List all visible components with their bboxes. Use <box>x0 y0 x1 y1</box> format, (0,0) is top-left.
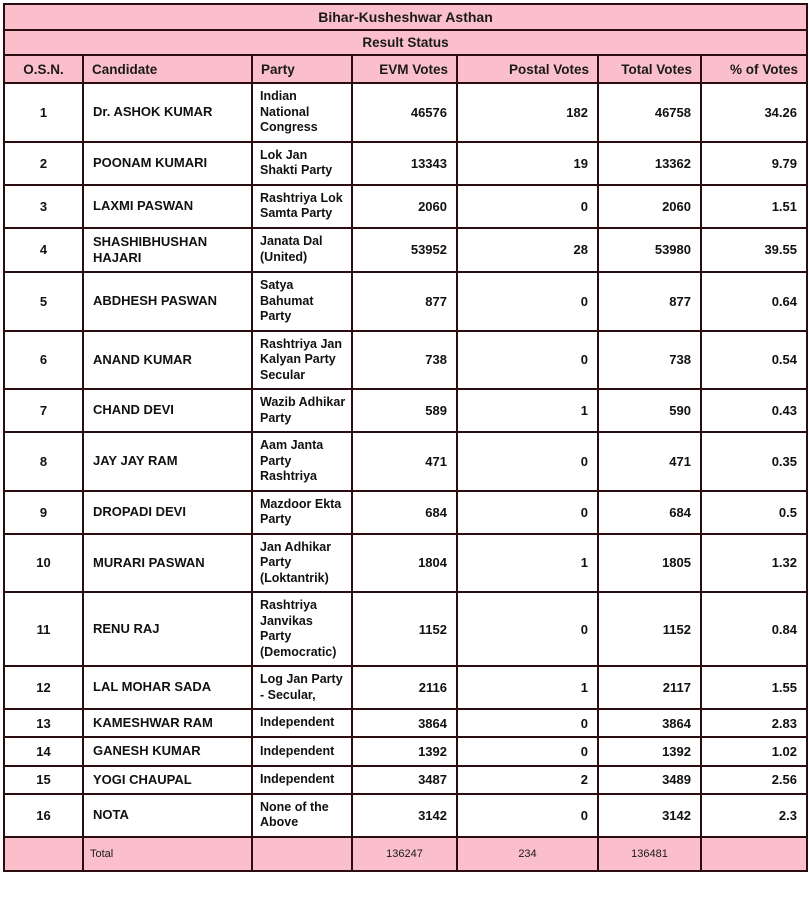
cell-evm-votes: 738 <box>352 331 457 390</box>
cell-postal-votes: 0 <box>457 491 598 534</box>
cell-evm-votes: 684 <box>352 491 457 534</box>
cell-osn: 10 <box>4 534 83 593</box>
cell-postal-votes: 182 <box>457 83 598 142</box>
cell-pct-votes: 34.26 <box>701 83 807 142</box>
cell-candidate: Dr. ASHOK KUMAR <box>83 83 252 142</box>
column-header-pct-votes: % of Votes <box>701 55 807 83</box>
cell-osn: 16 <box>4 794 83 837</box>
cell-postal-votes: 0 <box>457 185 598 228</box>
cell-candidate: MURARI PASWAN <box>83 534 252 593</box>
cell-evm-votes: 3487 <box>352 766 457 794</box>
cell-party: Independent <box>252 766 352 794</box>
cell-evm-votes: 1152 <box>352 592 457 666</box>
cell-total-votes: 1152 <box>598 592 701 666</box>
cell-osn: 5 <box>4 272 83 331</box>
constituency-title: Bihar-Kusheshwar Asthan <box>4 4 807 30</box>
cell-total-votes: 2060 <box>598 185 701 228</box>
table-row <box>4 592 807 666</box>
result-status-subtitle: Result Status <box>4 30 807 55</box>
cell-total-votes: 471 <box>598 432 701 491</box>
table-row <box>4 766 807 794</box>
cell-evm-votes: 2060 <box>352 185 457 228</box>
column-header-total-votes: Total Votes <box>598 55 701 83</box>
cell-evm-votes: 3864 <box>352 709 457 737</box>
cell-total-votes: 2117 <box>598 666 701 709</box>
cell-candidate: POONAM KUMARI <box>83 142 252 185</box>
cell-pct-votes: 2.56 <box>701 766 807 794</box>
total-row <box>4 837 807 871</box>
total-party-blank <box>252 837 352 871</box>
table-row <box>4 432 807 491</box>
cell-party: Rashtriya Lok Samta Party <box>252 185 352 228</box>
cell-pct-votes: 0.84 <box>701 592 807 666</box>
cell-party: Independent <box>252 737 352 765</box>
cell-party: Rashtriya Janvikas Party (Democratic) <box>252 592 352 666</box>
cell-postal-votes: 19 <box>457 142 598 185</box>
cell-candidate: LAL MOHAR SADA <box>83 666 252 709</box>
cell-evm-votes: 471 <box>352 432 457 491</box>
cell-party: Wazib Adhikar Party <box>252 389 352 432</box>
table-row <box>4 491 807 534</box>
cell-total-votes: 590 <box>598 389 701 432</box>
cell-osn: 1 <box>4 83 83 142</box>
cell-pct-votes: 2.3 <box>701 794 807 837</box>
election-result-table <box>3 3 808 872</box>
total-postal-votes: 234 <box>457 837 598 871</box>
cell-candidate: SHASHIBHUSHAN HAJARI <box>83 228 252 273</box>
total-total-votes: 136481 <box>598 837 701 871</box>
column-header-osn: O.S.N. <box>4 55 83 83</box>
cell-candidate: DROPADI DEVI <box>83 491 252 534</box>
cell-total-votes: 3864 <box>598 709 701 737</box>
cell-pct-votes: 0.43 <box>701 389 807 432</box>
table-row <box>4 142 807 185</box>
total-label: Total <box>83 837 252 871</box>
cell-postal-votes: 1 <box>457 389 598 432</box>
cell-evm-votes: 1804 <box>352 534 457 593</box>
cell-postal-votes: 0 <box>457 331 598 390</box>
cell-evm-votes: 53952 <box>352 228 457 273</box>
cell-evm-votes: 13343 <box>352 142 457 185</box>
cell-party: Mazdoor Ekta Party <box>252 491 352 534</box>
cell-pct-votes: 1.55 <box>701 666 807 709</box>
table-row <box>4 389 807 432</box>
cell-candidate: YOGI CHAUPAL <box>83 766 252 794</box>
cell-postal-votes: 0 <box>457 592 598 666</box>
table-row <box>4 83 807 142</box>
cell-party: Indian National Congress <box>252 83 352 142</box>
table-row <box>4 534 807 593</box>
cell-postal-votes: 2 <box>457 766 598 794</box>
table-row <box>4 272 807 331</box>
cell-postal-votes: 0 <box>457 794 598 837</box>
cell-pct-votes: 0.54 <box>701 331 807 390</box>
cell-candidate: KAMESHWAR RAM <box>83 709 252 737</box>
cell-osn: 7 <box>4 389 83 432</box>
cell-osn: 14 <box>4 737 83 765</box>
cell-candidate: RENU RAJ <box>83 592 252 666</box>
cell-total-votes: 1392 <box>598 737 701 765</box>
cell-evm-votes: 2116 <box>352 666 457 709</box>
cell-total-votes: 738 <box>598 331 701 390</box>
cell-postal-votes: 0 <box>457 432 598 491</box>
cell-party: Lok Jan Shakti Party <box>252 142 352 185</box>
cell-postal-votes: 0 <box>457 272 598 331</box>
cell-party: Independent <box>252 709 352 737</box>
cell-osn: 2 <box>4 142 83 185</box>
cell-osn: 9 <box>4 491 83 534</box>
cell-total-votes: 3489 <box>598 766 701 794</box>
cell-osn: 12 <box>4 666 83 709</box>
cell-total-votes: 53980 <box>598 228 701 273</box>
cell-candidate: GANESH KUMAR <box>83 737 252 765</box>
cell-osn: 4 <box>4 228 83 273</box>
cell-pct-votes: 1.51 <box>701 185 807 228</box>
cell-total-votes: 877 <box>598 272 701 331</box>
table-row <box>4 709 807 737</box>
total-evm-votes: 136247 <box>352 837 457 871</box>
cell-candidate: LAXMI PASWAN <box>83 185 252 228</box>
cell-pct-votes: 2.83 <box>701 709 807 737</box>
column-header-evm-votes: EVM Votes <box>352 55 457 83</box>
column-header-party: Party <box>252 55 352 83</box>
table-row <box>4 185 807 228</box>
cell-total-votes: 3142 <box>598 794 701 837</box>
cell-candidate: NOTA <box>83 794 252 837</box>
cell-osn: 6 <box>4 331 83 390</box>
table-row <box>4 331 807 390</box>
cell-party: Janata Dal (United) <box>252 228 352 273</box>
cell-total-votes: 13362 <box>598 142 701 185</box>
cell-total-votes: 684 <box>598 491 701 534</box>
cell-pct-votes: 0.64 <box>701 272 807 331</box>
cell-postal-votes: 1 <box>457 534 598 593</box>
table-row <box>4 228 807 273</box>
cell-party: Satya Bahumat Party <box>252 272 352 331</box>
cell-candidate: ANAND KUMAR <box>83 331 252 390</box>
column-header-postal-votes: Postal Votes <box>457 55 598 83</box>
column-header-candidate: Candidate <box>83 55 252 83</box>
cell-osn: 11 <box>4 592 83 666</box>
cell-party: None of the Above <box>252 794 352 837</box>
cell-candidate: CHAND DEVI <box>83 389 252 432</box>
table-row <box>4 737 807 765</box>
cell-osn: 3 <box>4 185 83 228</box>
cell-evm-votes: 46576 <box>352 83 457 142</box>
table-row <box>4 666 807 709</box>
cell-total-votes: 46758 <box>598 83 701 142</box>
total-osn-blank <box>4 837 83 871</box>
cell-pct-votes: 0.5 <box>701 491 807 534</box>
total-pct-blank <box>701 837 807 871</box>
constituency-banner-row <box>4 4 807 30</box>
cell-party: Aam Janta Party Rashtriya <box>252 432 352 491</box>
cell-candidate: ABDHESH PASWAN <box>83 272 252 331</box>
column-header-row <box>4 55 807 83</box>
cell-party: Rashtriya Jan Kalyan Party Secular <box>252 331 352 390</box>
cell-evm-votes: 877 <box>352 272 457 331</box>
cell-pct-votes: 39.55 <box>701 228 807 273</box>
cell-candidate: JAY JAY RAM <box>83 432 252 491</box>
cell-postal-votes: 0 <box>457 709 598 737</box>
table-body <box>4 4 807 871</box>
cell-pct-votes: 9.79 <box>701 142 807 185</box>
cell-evm-votes: 1392 <box>352 737 457 765</box>
cell-evm-votes: 3142 <box>352 794 457 837</box>
result-status-banner-row <box>4 30 807 55</box>
cell-postal-votes: 28 <box>457 228 598 273</box>
cell-party: Jan Adhikar Party (Loktantrik) <box>252 534 352 593</box>
cell-party: Log Jan Party - Secular, <box>252 666 352 709</box>
cell-osn: 15 <box>4 766 83 794</box>
cell-postal-votes: 1 <box>457 666 598 709</box>
cell-total-votes: 1805 <box>598 534 701 593</box>
cell-pct-votes: 1.32 <box>701 534 807 593</box>
cell-pct-votes: 0.35 <box>701 432 807 491</box>
cell-pct-votes: 1.02 <box>701 737 807 765</box>
cell-postal-votes: 0 <box>457 737 598 765</box>
cell-osn: 13 <box>4 709 83 737</box>
cell-evm-votes: 589 <box>352 389 457 432</box>
cell-osn: 8 <box>4 432 83 491</box>
table-row <box>4 794 807 837</box>
